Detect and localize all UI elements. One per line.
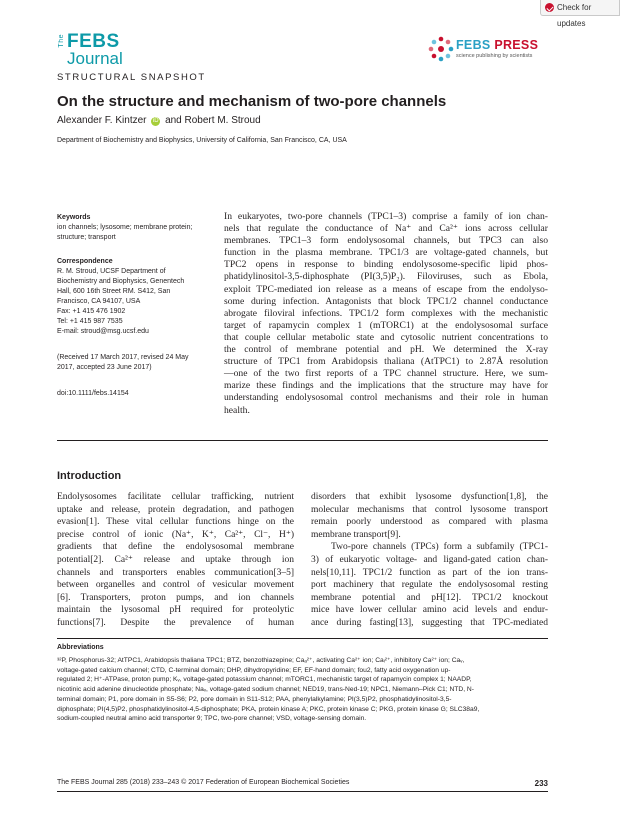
keywords-block: Keywords ion channels; lysosome; membrane protein; structure; transport — [57, 214, 193, 241]
febs-press-dots-icon — [428, 36, 454, 62]
check-for-updates-button[interactable] — [540, 0, 620, 28]
section-label: STRUCTURAL SNAPSHOT — [57, 72, 206, 83]
affiliation: Department of Biochemistry and Biophysics, University of California, San Francisco, CA, USA — [57, 137, 347, 144]
page-number: 233 — [534, 779, 548, 788]
intro-right-column: disorders that exhibit lysosome dysfunction[1,8], the molecular mechanisms that control lysosome transport remain poorly understood as compared with plasma membrane transport[9]. Two-pore channels (TPCs) form a subfamily (TPC1- 3) of eukaryotic voltage- and ligand-gated cation chan- nels[10,11]. TPC1/2 function as part of the ion trans- port machinery that regulate the endolysosomal resting membrane potential and pH[12]. TPC1/2 knockout mice have lower cellular amino acid levels and endur- ance during fasting[13], suggesting that TPC-mediated — [311, 492, 548, 628]
febs-journal-logo: The FEBS Journal — [58, 31, 123, 68]
footer-citation: The FEBS Journal 285 (2018) 233–243 © 2017 Federation of European Biochemical Societies — [57, 779, 350, 786]
check-updates-label: Check for updates — [557, 3, 592, 28]
correspondence-block: Correspondence R. M. Stroud, UCSF Department of Biochemistry and Biophysics, Genentech Hall, 600 16th Street RM. S412, San Francisco, CA 94107, USA Fax: +1 415 476 1902 Tel: +1 415 987 7535 E-mail: stroud@msg.ucsf.edu — [57, 257, 207, 337]
abbreviations-list: ³²P, Phosphorus-32; AtTPC1, Arabidopsis thaliana TPC1; BTZ, benzothiazepine; Caₐ²⁺, activating Ca²⁺ ion; Caᵢ²⁺, inhibitory Ca²⁺ ion; Caᵥ, voltage-gated calcium channel; CTD, C-terminal domain; DHP, dihydropyridine; EF, EF-hand domain; fou2, fatty acid oxygenation up- regulated 2; H⁺-ATPase, proton pump; Kᵥ, voltage-gated potassium channel; mTORC1, mechanistic target of rapamycin complex 1; NAADP, nicotinic acid adenine dinucleotide phosphate; Naᵥ, voltage-gated sodium channel; NED19, trans-Ned-19; NPC1, Niemann–Pick C1; NTD, N- terminal domain; P1, pore domain in S5-S6; P2, pore domain in S11-S12; PAA, phenylalkylamine; PI(3,5)P2, phosphatidylinositol-3,5- diphosphate; PI(4,5)P2, phosphatidylinositol-4,5-diphosphate; PKA, protein kinase A; PKC, protein kinase C; PKG, protein kinase G; SLC38a9, sodium-coupled neutral amino acid transporter 9; TPC, two-pore channel; VSD, voltage-sensing domain. — [57, 657, 480, 723]
author-kintzer[interactable]: Alexander F. Kintzer — [57, 115, 147, 126]
page-footer — [57, 779, 548, 786]
orcid-icon[interactable]: iD — [152, 118, 159, 124]
check-updates-icon — [545, 3, 554, 12]
abstract-divider — [57, 440, 548, 441]
footer-divider — [57, 791, 548, 792]
email-link[interactable]: E-mail: stroud@msg.ucsf.edu — [57, 328, 149, 335]
febs-press-logo: FEBS PRESS science publishing by scientists — [428, 35, 540, 65]
correspondence-heading: Correspondence — [57, 258, 113, 265]
article-title: On the structure and mechanism of two-pore channels — [57, 93, 447, 110]
author-stroud[interactable]: and Robert M. Stroud — [165, 115, 261, 126]
received-dates: (Received 17 March 2017, revised 24 May 2017, accepted 23 June 2017) — [57, 354, 189, 371]
doi-link[interactable]: doi:10.1111/febs.14154 — [57, 390, 129, 397]
abbreviations-heading: Abbreviations — [57, 644, 104, 651]
author-line — [57, 115, 261, 126]
abbreviations-divider — [57, 638, 548, 639]
abstract: In eukaryotes, two-pore channels (TPC1–3) comprise a family of ion chan- nels that regulate the conductance of Na⁺ and Ca²⁺ ions across cellular membranes. TPC1–3 form endolysosomal channels, but TPC3 can also function in the plasma membrane. TPC1/3 are voltage-gated channels, but TPC2 opens in response to binding endolysosome-specific lipid phos- phatidylinositol-3,5-diphosphate (PI(3,5)P₂). Filoviruses, such as Ebola, exploit TPC-mediated ion release as a means of escape from the endolyso- some during infection. Antagonists that block TPC1/2 channel conductance abrogate filoviral infections. TPC1/2 form complexes with the mechanistic target of rapamycin complex 1 (mTORC1) at the endolysosomal surface that couple cellular metabolic state and cytosolic nutrient concentrations to the control of membrane potential and pH. We determined the X-ray structure of TPC1 from Arabidopsis thaliana (AtTPC1) to 2.87Å resolution —one of the two first reports of a TPC channel structure. Here, we sum- marize these findings and the implications that the structure may have for understanding endolysosomal control mechanisms and their role in human health. — [224, 211, 548, 416]
keywords-heading: Keywords — [57, 214, 91, 221]
introduction-heading: Introduction — [57, 470, 122, 482]
intro-left-column: Endolysosomes facilitate cellular trafficking, nutrient uptake and release, protein degradation, and pathogen evasion[1]. These vital cellular functions hinge on the precise control of ionic (Na⁺, K⁺, Ca²⁺, Cl⁻, H⁺) gradients that define the endolysosomal membrane potential[2]. Ca²⁺ release and uptake through ion channels and transporters enables communication[3–5] between organelles and control of vesicular movement [6]. Transporters, proton pumps, and ion channels maintain the lysosomal pH required for proteolytic functions[7]. Despite the prevalence of human — [57, 492, 294, 628]
